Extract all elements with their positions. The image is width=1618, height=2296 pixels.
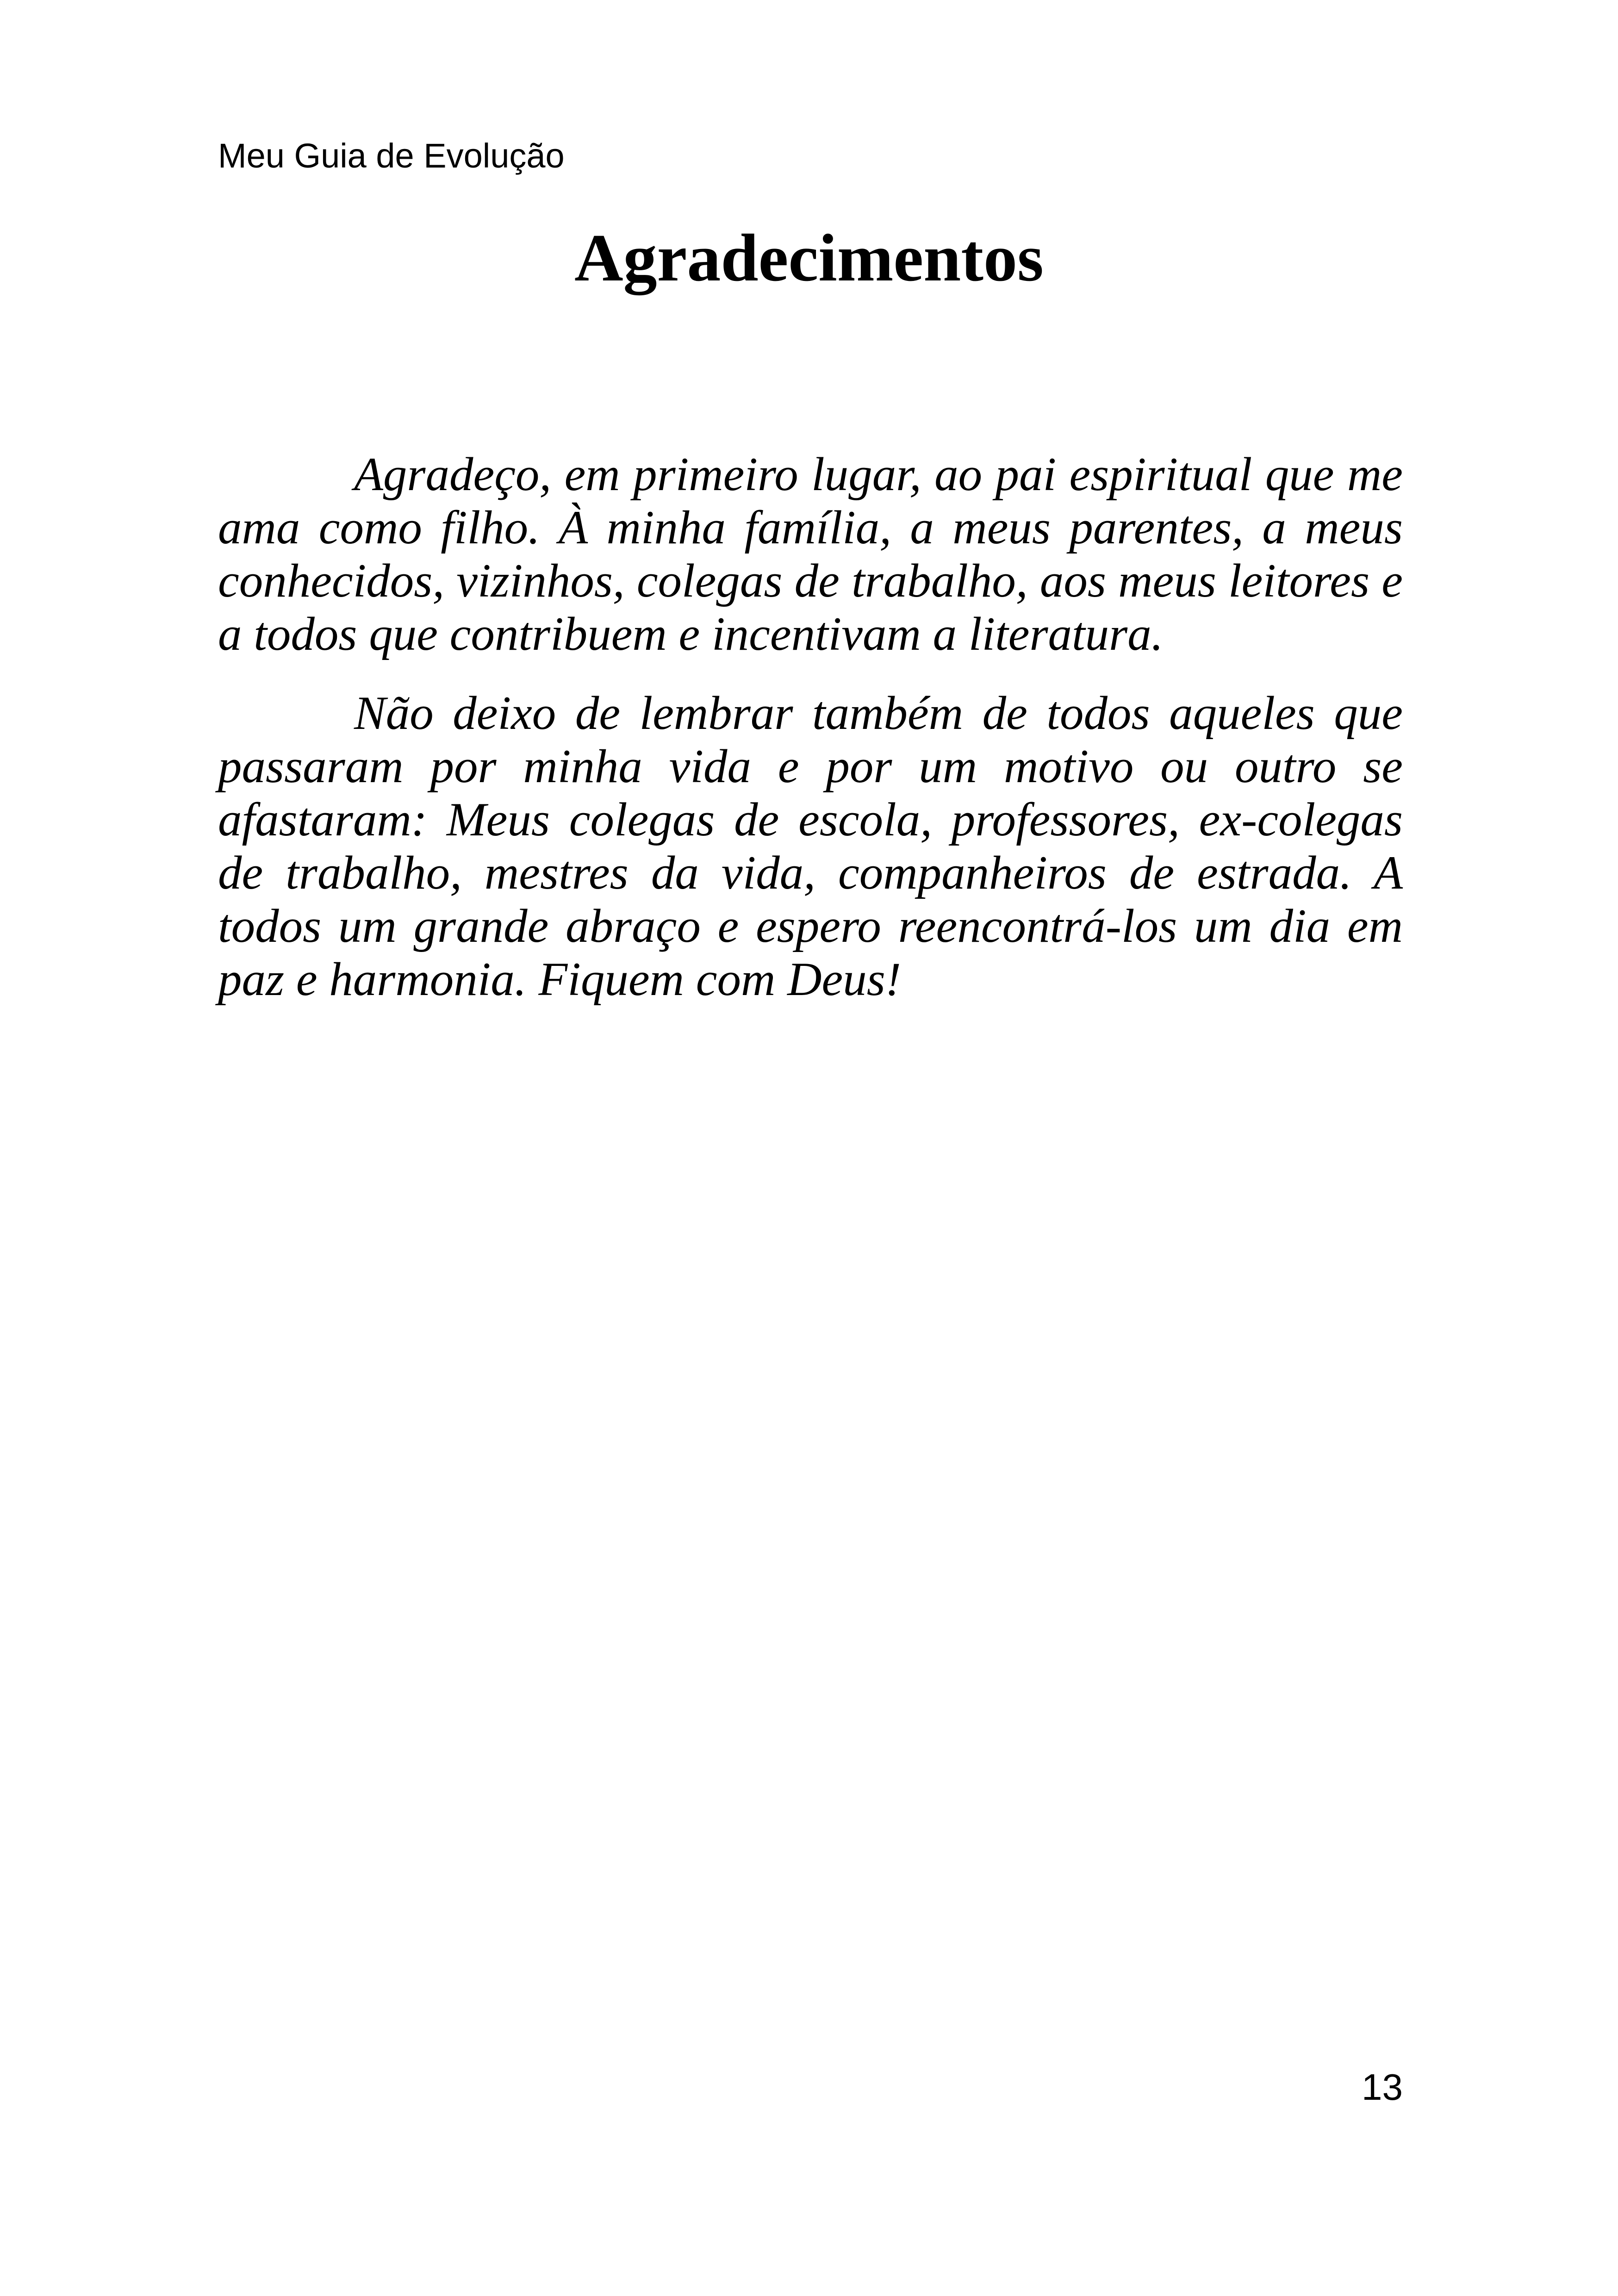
page-number: 13 xyxy=(1362,2066,1403,2108)
paragraph-2: Não deixo de lembrar também de todos aqueles que passaram por minha vida e por um motivo ou outro se afastaram: Meus colegas de escola, professores, ex-colegas de trabalho, mestres da vida, companheiros de estrada. A todos um grande abraço e espero reencontrá-los um dia em paz e harmonia. Fiquem com Deus! xyxy=(218,687,1403,1006)
running-header: Meu Guia de Evolução xyxy=(218,137,565,175)
body-text xyxy=(218,448,1403,1032)
paragraph-1: Agradeço, em primeiro lugar, ao pai espiritual que me ama como filho. À minha família, a meus parentes, a meus conhecidos, vizinhos, colegas de trabalho, aos meus leitores e a todos que contribuem e incentivam a literatura. xyxy=(218,448,1403,660)
chapter-title: Agradecimentos xyxy=(574,220,1044,295)
